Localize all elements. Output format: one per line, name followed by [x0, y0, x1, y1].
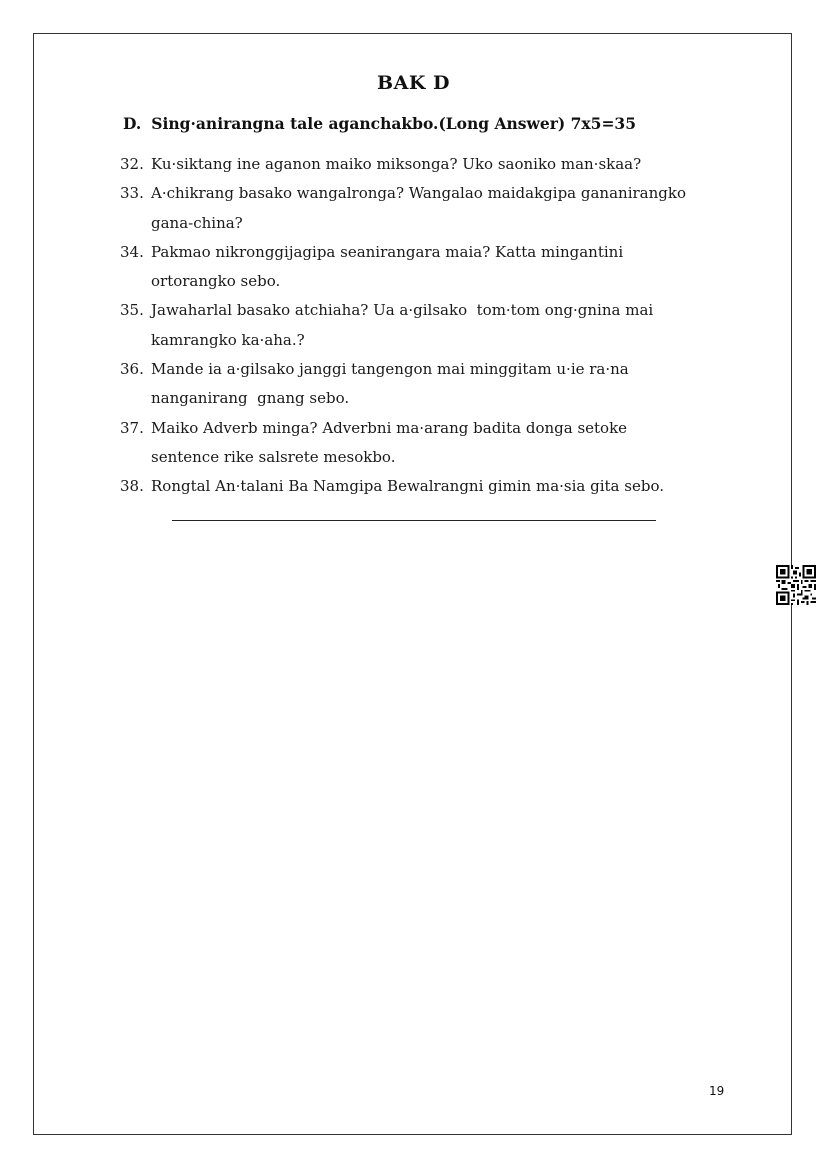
question-line: Maiko Adverb minga? Adverbni ma·arang badita donga setoke: [151, 418, 628, 437]
question-line: Ku·siktang ine aganon maiko miksonga? Uko saoniko man·skaa?: [151, 155, 642, 173]
question-line: A·chikrang basako wangalronga? Wangalao maidakgipa gananirangko: [151, 184, 686, 203]
question-number: 35.: [120, 301, 144, 320]
question-37: [120, 414, 740, 473]
question-number: 38.: [120, 477, 144, 496]
section-heading: [123, 114, 636, 133]
question-number: 36.: [120, 360, 144, 379]
question-line: Pakmao nikronggijagipa seanirangara maia? Katta mingantini: [151, 242, 624, 261]
question-number: 34.: [120, 242, 144, 261]
question-line: Rongtal An·talani Ba Namgipa Bewalrangni gimin ma·sia gita sebo.: [151, 477, 664, 496]
question-33: [120, 179, 740, 238]
question-34: [120, 238, 740, 297]
qr-code-icon: [776, 565, 816, 605]
question-number: 33.: [120, 184, 144, 203]
question-35: [120, 296, 740, 355]
question-line: sentence rike salsrete mesokbo.: [151, 447, 396, 466]
question-38: [120, 472, 740, 501]
question-36: [120, 355, 740, 414]
question-32: [120, 150, 740, 179]
page-title: BAK D: [377, 72, 450, 94]
section-heading-text: Sing·anirangna tale aganchakbo.(Long Answer) 7x5=35: [151, 114, 637, 133]
question-line: gana-china?: [151, 213, 243, 232]
question-line: Jawaharlal basako atchiaha? Ua a·gilsako tom·tom ong·gnina mai: [151, 301, 654, 320]
question-line: Mande ia a·gilsako janggi tangengon mai minggitam u·ie ra·na: [151, 360, 629, 379]
question-number: 32.: [120, 155, 144, 173]
question-number: 37.: [120, 418, 144, 437]
question-line: nanganirang gnang sebo.: [151, 389, 350, 408]
question-line: kamrangko ka·aha.?: [151, 330, 305, 349]
question-list: [120, 150, 740, 502]
question-line: ortorangko sebo.: [151, 272, 281, 291]
section-letter: D.: [123, 114, 142, 133]
page-number: 19: [709, 1084, 725, 1098]
end-rule: [172, 520, 656, 521]
